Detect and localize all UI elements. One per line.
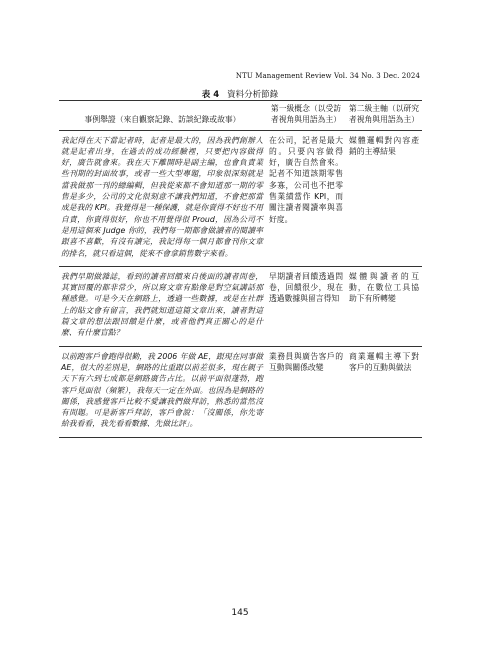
second-order-cell: 媒體與讀者的互動，在數位工具協助下有所轉變: [349, 271, 419, 304]
table-row: [59, 266, 422, 346]
page-number: 145: [231, 608, 249, 618]
column-header-second-order: 第二級主軸（以研究者視角與用語為主）: [346, 101, 422, 131]
table-title: 資料分析節錄: [227, 90, 279, 100]
example-cell: 我們早期做雜誌，看到的讀者回饋來自後面的讀者問卷，其實回覆的都非常少，所以寫文章有點像是對空氣講話那種感覺。可是今天在網路上，透過一些數據，或是在社群上的貼文會有留言，我們就知道這篇文章出來，讀者對這篇文章的想法跟回饋是什麼，或者他們真正關心的是什麼、有什麼盲點？: [61, 271, 263, 338]
column-header-example: 事例舉證（來自觀察記錄、訪談紀錄或故事）: [59, 101, 266, 131]
first-order-cell: 在公司，記者是最大的。只要內容做得好，廣告自然會來。記者不知道該期零售多寡，公司也不把零售業績當作 KPI，而關注讀者閱讀率與喜好度。: [269, 135, 343, 224]
example-cell: 以前跑客戶會跑得很勤，我 2006 年做 AE，跟現在同事做 AE，很大的差別是，網路的比重跟以前差很多，現在親子天下有六到七成都是網路廣告占比。以前平面很蓬勃，跑客戶見面很（頻繁），我每天一定在外面。也因為是網路的關係，我感覺客戶比較不愛讓我們做拜訪，熟悉的當然沒有問題。可是新客戶拜訪，客戶會說：「沒關係，你先寄給我看看，我先看看數據、先做比評」。: [61, 351, 263, 429]
running-header: NTU Management Review Vol. 34 No. 3 Dec. 2024: [235, 72, 420, 80]
first-order-cell: 早期讀者回饋透過問卷，回饋很少，現在透過數據與留言得知: [269, 271, 343, 304]
first-order-cell: 業務員與廣告客戶的互動與關係改變: [269, 351, 343, 372]
table-number: 表 4: [201, 90, 220, 100]
table-row: [59, 130, 422, 266]
second-order-cell: 媒體邏輯對內容產銷的主導結果: [349, 135, 419, 156]
second-order-cell: 商業邏輯主導下對客戶的互動與做法: [349, 351, 419, 372]
data-analysis-table: [59, 100, 422, 438]
example-cell: 我記得在天下當記者時，記者是最大的，因為我們創辦人就是記者出身，在過去的成功經驗裡，只要把內容做得好，廣告就會來。我在天下離開時是副主編，也會負責業些刊期的封面故事，或者一些大型專題，印象很深刻就是當我做那一刊的總編輯，但我從來都不會知道那一期的零售是多少，公司的文化很刻意不讓我們知道，不會把那當成是我的 KPI。我覺得是一種保護，就是你賣得不好也不用自責，你賣得很好，你也不用覺得很 Proud，因為公司不是用這個來 Judge 你的，我們每一期都會做讀者的閱讀率跟喜不喜歡，有沒有讀完，我記得每一個月都會刊你文章的排名，就只看這個，從來不會拿銷售數字來看。: [61, 135, 263, 258]
column-header-first-order: 第一級概念（以受訪者視角與用語為主）: [266, 101, 346, 131]
table-caption: [0, 88, 480, 100]
table-row: [59, 346, 422, 437]
table-header-row: [59, 101, 422, 131]
